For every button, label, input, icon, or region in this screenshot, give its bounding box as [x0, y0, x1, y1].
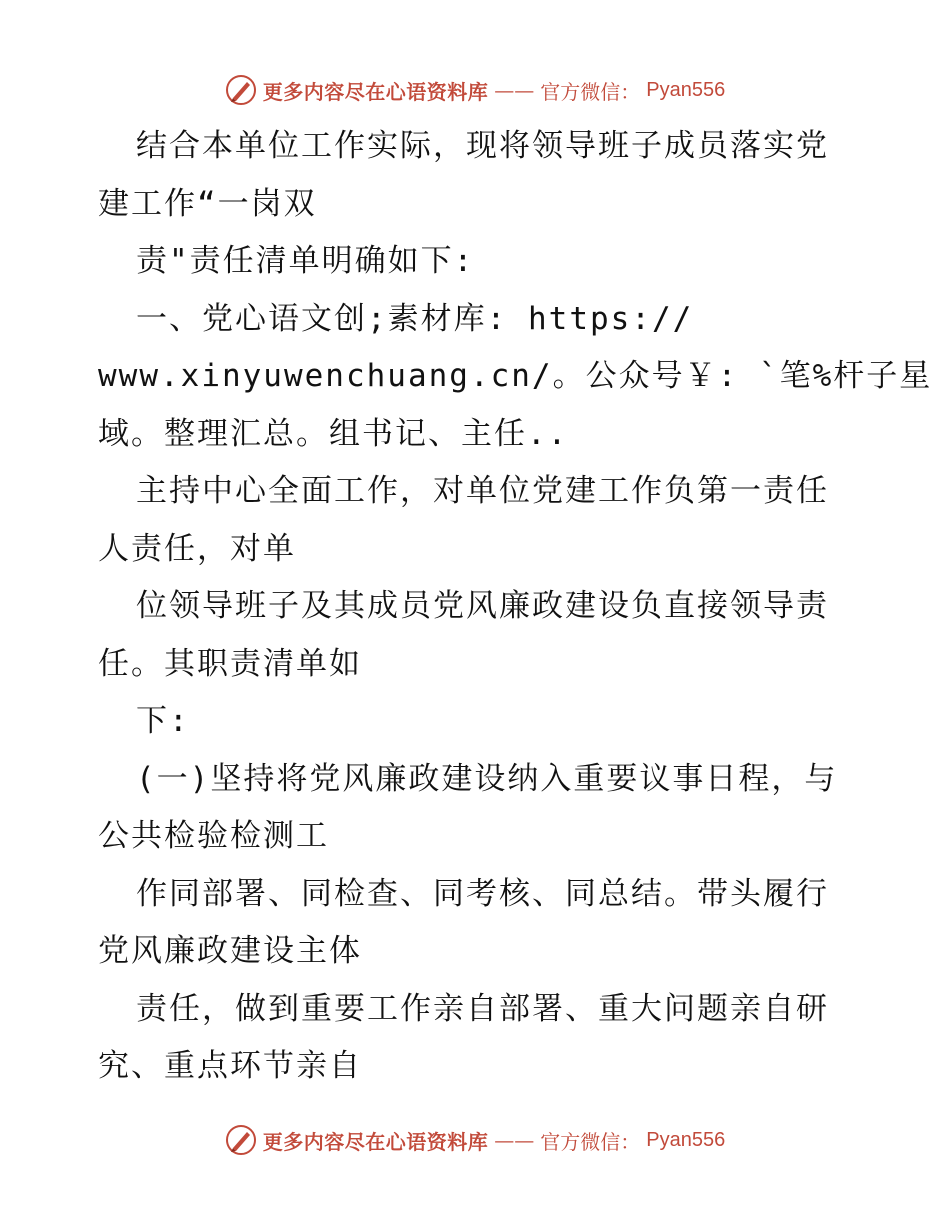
banner-wechat-label: 官方微信： [540, 1129, 641, 1154]
banner-site-text: 更多内容尽在心语资料库 [262, 1129, 489, 1154]
paragraph-line: 责任，做到重要工作亲自部署、重大问题亲自研 [136, 990, 829, 1027]
paragraph-line: 下: [136, 703, 190, 739]
paragraph-line: 公共检验检测工 [98, 818, 329, 854]
paragraph-line: 任。其职责清单如 [98, 645, 362, 682]
paragraph-line: 一、党心语文创;素材库: https:// [136, 300, 694, 337]
header-banner [0, 70, 950, 110]
banner-site-text: 更多内容尽在心语资料库 [262, 79, 489, 104]
banner-wechat-label: 官方微信： [540, 79, 641, 104]
paragraph-line: 位领导班子及其成员党风廉政建设负直接领导责 [136, 588, 829, 624]
banner-wechat-id: Pyan556 [646, 1128, 726, 1151]
paragraph-line: 主持中心全面工作，对单位党建工作负第一责任 [136, 473, 829, 509]
banner-wechat-id: Pyan556 [646, 78, 726, 101]
banner-dash: —— [494, 78, 535, 102]
pen-feather-logo-icon [225, 74, 257, 106]
paragraph-line: 作同部署、同检查、同考核、同总结。带头履行 [136, 875, 829, 912]
paragraph-line: 责"责任清单明确如下: [136, 243, 475, 279]
paragraph-line: (一)坚持将党风廉政建设纳入重要议事日程，与 [136, 760, 838, 797]
paragraph-line: 究、重点环节亲自 [98, 1048, 362, 1084]
pen-feather-logo-icon [225, 1124, 257, 1156]
paragraph-line: www.xinyuwenchuang.cn/。公众号￥: `笔%杆子星 [98, 358, 933, 394]
paragraph-line: 人责任，对单 [98, 530, 296, 567]
paragraph-line: 结合本单位工作实际，现将领导班子成员落实党 [136, 128, 829, 164]
paragraph-line: 建工作“一岗双 [98, 185, 317, 222]
paragraph-line: 党风廉政建设主体 [98, 933, 362, 969]
footer-banner [0, 1120, 950, 1160]
paragraph-line: 域。整理汇总。组书记、主任.. [98, 415, 569, 452]
document-body [98, 118, 933, 1096]
banner-dash: —— [494, 1128, 535, 1152]
